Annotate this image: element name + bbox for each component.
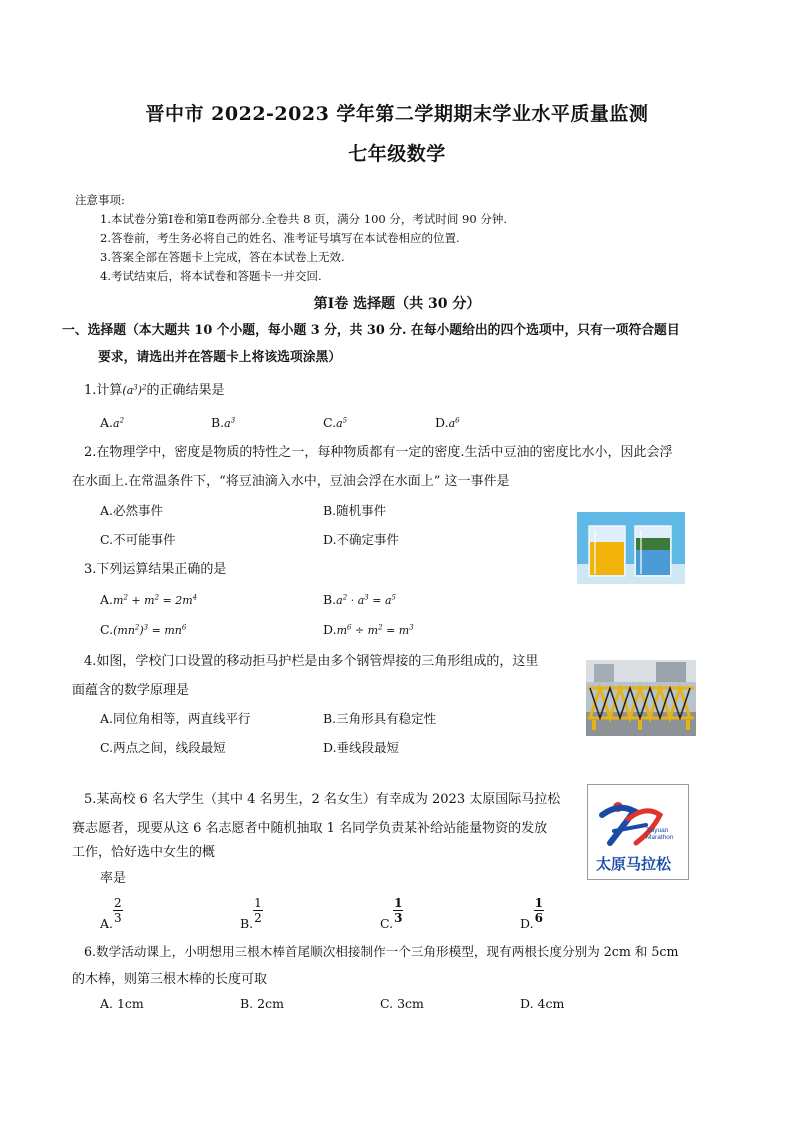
- q5-option-c[interactable]: C. $\frac{1}{3}$: [380, 896, 403, 931]
- q2-option-d[interactable]: D.不确定事件: [323, 532, 400, 547]
- q6-option-a[interactable]: A. 1cm: [100, 996, 144, 1011]
- question-5-line2: 赛志愿者，现要从这 6 名志愿者中随机抽取 1 名同学负责某补给站能量物资的发放: [72, 821, 548, 836]
- q1-expression: $(a^3)^2$: [122, 383, 147, 397]
- fraction: $\frac{1}{3}$: [394, 896, 403, 925]
- marathon-logo-box: [587, 784, 689, 880]
- notes-heading: 注意事项:: [75, 193, 125, 207]
- q1-option-b[interactable]: $B.a^3$: [211, 415, 236, 430]
- q1-option-d[interactable]: $D.a^6$: [435, 415, 460, 430]
- beakers-image: [577, 512, 685, 584]
- q4-option-d[interactable]: D.垂线段最短: [323, 740, 400, 755]
- q6-option-b[interactable]: B. 2cm: [240, 996, 284, 1011]
- fraction: $\frac{2}{3}$: [114, 896, 122, 925]
- question-5-line3: 工作，恰好选中女生的概: [72, 845, 216, 860]
- logo-en-text: Taiyuan Marathon: [646, 827, 674, 841]
- q4-option-c[interactable]: C.两点之间，线段最短: [100, 740, 226, 755]
- section-instruction: 要求，请选出并在答题卡上将该选项涂黑）: [98, 350, 342, 365]
- section-instruction: 一、选择题（本大题共 10 个小题，每小题 3 分，共 30 分. 在每小题给出的四个选项中，只有一项符合题目: [62, 323, 680, 338]
- q2-option-b[interactable]: B.随机事件: [323, 503, 387, 518]
- note-item: 4.考试结束后，将本试卷和答题卡一并交回.: [100, 269, 322, 283]
- question-4-line2: 面蕴含的数学原理是: [72, 683, 190, 698]
- question-5-line1: 5.某高校 6 名大学生（其中 4 名男生，2 名女生）有幸成为 2023 太原国际马拉松: [84, 792, 561, 807]
- fraction: $\frac{1}{2}$: [254, 896, 262, 925]
- note-item: 3.答案全部在答题卡上完成，答在本试卷上无效.: [100, 250, 345, 264]
- q3-option-c[interactable]: $C.(mn^2)^3 = mn^6$: [100, 622, 187, 637]
- question-6-line1: 6.数学活动课上，小明想用三根木棒首尾顺次相接制作一个三角形模型，现有两根长度分别为 2cm 和 5cm: [84, 944, 679, 959]
- question-3-stem: 3.下列运算结果正确的是: [84, 562, 227, 577]
- q3-option-a[interactable]: $A.m^2 + m^2 = 2m^4$: [100, 592, 198, 607]
- q1-option-c[interactable]: $C.a^5$: [323, 415, 348, 430]
- section-title: 第Ⅰ卷 选择题（共 30 分）: [313, 296, 481, 312]
- question-1-stem: 1.计算$(a^3)^2$的正确结果是: [84, 383, 225, 398]
- question-6-line2: 的木棒，则第三根木棒的长度可取: [72, 972, 268, 987]
- q4-option-a[interactable]: A.同位角相等，两直线平行: [100, 711, 251, 726]
- fraction: $\frac{1}{6}$: [534, 896, 543, 925]
- q5-option-a[interactable]: A. $\frac{2}{3}$: [100, 896, 122, 931]
- logo-cn-text: 太原马拉松: [596, 856, 672, 873]
- q3-option-b[interactable]: $B.a^2 \cdot a^3 = a^5$: [323, 592, 396, 607]
- q2-option-c[interactable]: C.不可能事件: [100, 532, 176, 547]
- q1-option-a[interactable]: $A.a^2$: [100, 415, 125, 430]
- q3-option-d[interactable]: $D.m^6 \div m^2 = m^3$: [323, 622, 414, 637]
- question-4-line1: 4.如图，学校门口设置的移动拒马护栏是由多个钢管焊接的三角形组成的，这里: [84, 654, 539, 669]
- note-item: 1.本试卷分第Ⅰ卷和第Ⅱ卷两部分.全卷共 8 页，满分 100 分，考试时间 90 分钟.: [100, 212, 507, 226]
- question-2-line2: 在水面上.在常温条件下，“将豆油滴入水中，豆油会浮在水面上” 这一事件是: [72, 474, 510, 489]
- question-2-line1: 2.在物理学中，密度是物质的特性之一，每种物质都有一定的密度.生活中豆油的密度比水小，因此会浮: [84, 445, 673, 460]
- barrier-image: [586, 660, 696, 736]
- note-item: 2.答卷前，考生务必将自己的姓名、准考证号填写在本试卷相应的位置.: [100, 231, 460, 245]
- q2-option-a[interactable]: A.必然事件: [100, 503, 164, 518]
- q6-option-d[interactable]: D. 4cm: [520, 996, 565, 1011]
- q6-option-c[interactable]: C. 3cm: [380, 996, 424, 1011]
- exam-subtitle: 七年级数学: [348, 143, 446, 165]
- question-5-line4: 率是: [100, 871, 127, 886]
- q4-option-b[interactable]: B.三角形具有稳定性: [323, 711, 437, 726]
- q5-option-b[interactable]: B. $\frac{1}{2}$: [240, 896, 262, 931]
- exam-title: 晋中市 2022-2023 学年第二学期期末学业水平质量监测: [145, 103, 649, 125]
- q5-option-d[interactable]: D. $\frac{1}{6}$: [520, 896, 543, 931]
